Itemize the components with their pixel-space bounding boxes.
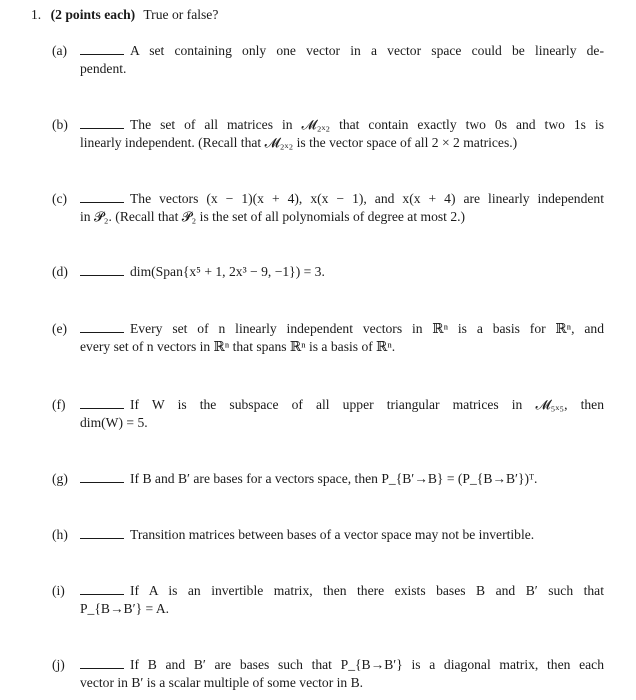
item-d [52, 263, 604, 281]
item-label: (i) [52, 583, 65, 598]
answer-blank[interactable] [80, 470, 124, 483]
item-label: (a) [52, 43, 68, 58]
answer-blank[interactable] [80, 42, 124, 55]
item-statement: Transition matrices between bases of a vector space may not be invertible. [130, 527, 535, 542]
answer-blank[interactable] [80, 582, 124, 595]
item-statement-continued: vector in B′ is a scalar multiple of some vector in B. [80, 675, 364, 690]
item-label: (g) [52, 471, 68, 486]
answer-blank[interactable] [80, 320, 124, 333]
answer-blank[interactable] [80, 190, 124, 203]
item-label: (c) [52, 191, 68, 206]
item-label: (f) [52, 397, 66, 412]
points-label: (2 points each) [50, 7, 136, 22]
item-statement-continued: linearly independent. (Recall that 𝓜₂ₓ₂ is the vector space of all 2 × 2 matrices.) [80, 135, 518, 150]
question-header [31, 6, 218, 24]
item-statement: The vectors (x − 1)(x + 4), x(x − 1), and x(x + 4) are linearly independent [130, 191, 604, 206]
item-statement: A set containing only one vector in a vector space could be linearly de- [130, 43, 604, 58]
item-statement: If W is the subspace of all upper triangular matrices in 𝓜₅ₓ₅, then [130, 397, 604, 412]
answer-blank[interactable] [80, 116, 124, 129]
item-label: (e) [52, 321, 68, 336]
item-statement-continued: every set of n vectors in ℝⁿ that spans ℝⁿ is a basis of ℝⁿ. [80, 339, 396, 354]
item-statement-continued: in 𝓟₂. (Recall that 𝓟₂ is the set of all polynomials of degree at most 2.) [80, 209, 466, 224]
item-label: (j) [52, 657, 65, 672]
item-statement: dim(Span{x⁵ + 1, 2x³ − 9, −1}) = 3. [130, 264, 325, 279]
item-f [52, 396, 604, 432]
answer-blank[interactable] [80, 396, 124, 409]
item-b [52, 116, 604, 152]
item-c [52, 190, 604, 226]
item-statement: If A is an invertible matrix, then there exists bases B and B′ such that [130, 583, 604, 598]
item-j [52, 656, 604, 692]
item-label: (b) [52, 117, 68, 132]
item-statement: The set of all matrices in 𝓜₂ₓ₂ that contain exactly two 0s and two 1s is [130, 117, 604, 132]
question-number: 1. [31, 7, 42, 22]
item-statement-continued: P_{B→B′} = A. [80, 601, 170, 616]
item-g [52, 470, 604, 488]
answer-blank[interactable] [80, 526, 124, 539]
item-statement: Every set of n linearly independent vectors in ℝⁿ is a basis for ℝⁿ, and [130, 321, 604, 336]
item-label: (h) [52, 527, 68, 542]
answer-blank[interactable] [80, 656, 124, 669]
item-statement: If B and B′ are bases for a vectors space, then P_{B′→B} = (P_{B→B′})ᵀ. [130, 471, 538, 486]
item-statement-continued: pendent. [80, 61, 127, 76]
item-statement: If B and B′ are bases such that P_{B→B′} is a diagonal matrix, then each [130, 657, 604, 672]
question-title: True or false? [143, 7, 219, 22]
item-i [52, 582, 604, 618]
item-a [52, 42, 604, 78]
item-h [52, 526, 604, 544]
answer-blank[interactable] [80, 263, 124, 276]
item-statement-continued: dim(W) = 5. [80, 415, 148, 430]
item-e [52, 320, 604, 356]
item-label: (d) [52, 264, 68, 279]
